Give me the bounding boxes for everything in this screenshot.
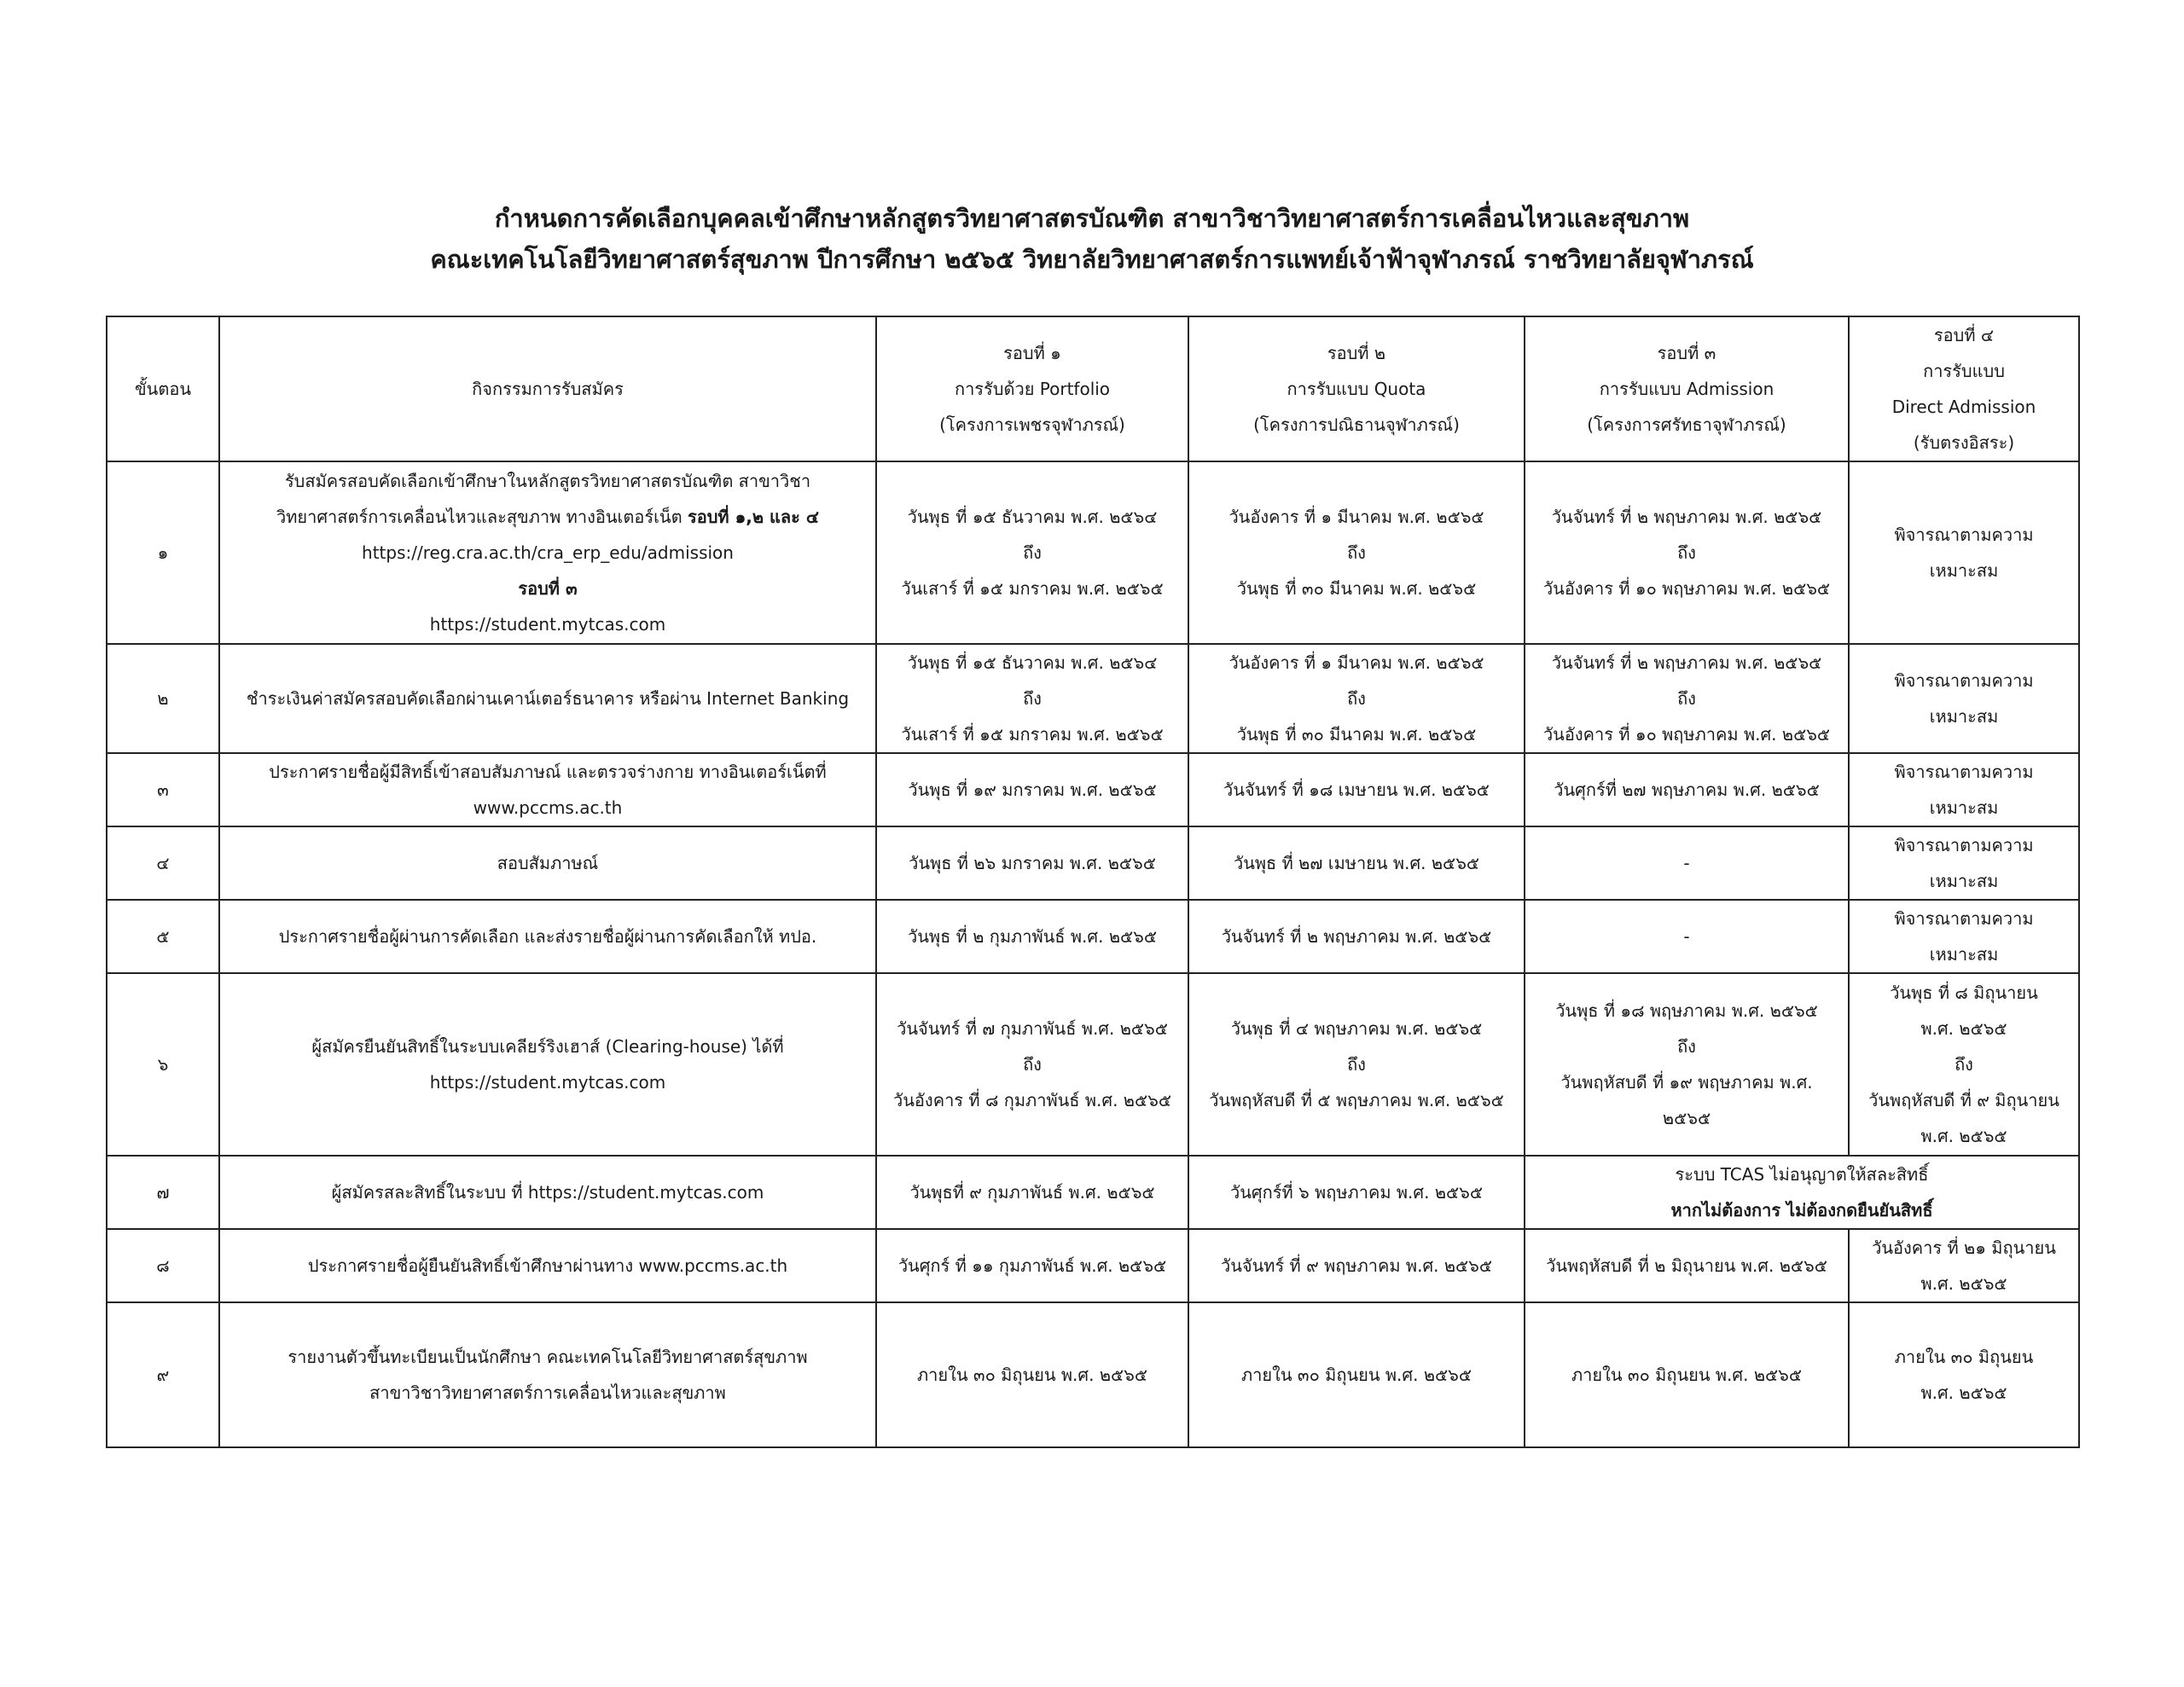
round-3-cell: วันพฤหัสบดี ที่ ๒ มิถุนายน พ.ศ. ๒๕๖๕ bbox=[1525, 1229, 1849, 1302]
round-3-cell: - bbox=[1525, 826, 1849, 900]
title-line-1: กำหนดการคัดเลือกบุคคลเข้าศึกษาหลักสูตรวิทยาศาสตรบัณฑิต สาขาวิชาวิทยาศาสตร์การเคลื่อนไหวและสุขภาพ bbox=[494, 204, 1690, 233]
round-3-cell: วันศุกร์ที่ ๒๗ พฤษภาคม พ.ศ. ๒๕๖๕ bbox=[1525, 753, 1849, 826]
round-1-cell: วันพุธ ที่ ๑๙ มกราคม พ.ศ. ๒๕๖๕ bbox=[876, 753, 1188, 826]
step-cell: ๗ bbox=[107, 1156, 219, 1229]
round-1-cell: วันจันทร์ ที่ ๗ กุมภาพันธ์ พ.ศ. ๒๕๖๕ ถึง วันอังคาร ที่ ๘ กุมภาพันธ์ พ.ศ. ๒๕๖๕ bbox=[876, 973, 1188, 1156]
round-3-4-merged-cell: ระบบ TCAS ไม่อนุญาตให้สละสิทธิ์ หากไม่ต้องการ ไม่ต้องกดยืนยันสิทธิ์ bbox=[1525, 1156, 2079, 1229]
step-cell: ๖ bbox=[107, 973, 219, 1156]
activity-cell: ประกาศรายชื่อผู้ผ่านการคัดเลือก และส่งรายชื่อผู้ผ่านการคัดเลือกให้ ทปอ. bbox=[219, 900, 876, 973]
document-title bbox=[0, 198, 2184, 280]
round-1-cell: ภายใน ๓๐ มิถุนยน พ.ศ. ๒๕๖๕ bbox=[876, 1302, 1188, 1447]
round-2-cell: วันพุธ ที่ ๔ พฤษภาคม พ.ศ. ๒๕๖๕ ถึง วันพฤหัสบดี ที่ ๕ พฤษภาคม พ.ศ. ๒๕๖๕ bbox=[1188, 973, 1525, 1156]
round-2-cell: วันพุธ ที่ ๒๗ เมษายน พ.ศ. ๒๕๖๕ bbox=[1188, 826, 1525, 900]
round-1-cell: วันศุกร์ ที่ ๑๑ กุมภาพันธ์ พ.ศ. ๒๕๖๕ bbox=[876, 1229, 1188, 1302]
activity-cell: รับสมัครสอบคัดเลือกเข้าศึกษาในหลักสูตรวิทยาศาสตรบัณฑิต สาขาวิชา วิทยาศาสตร์การเคลื่อนไหวและสุขภาพ ทางอินเตอร์เน็ต รอบที่ ๑,๒ และ ๔ https://reg.cra.ac.th/cra_erp_edu/admission รอบที่ ๓ https://student.mytcas.com bbox=[219, 461, 876, 644]
activity-cell: ผู้สมัครยืนยันสิทธิ์ในระบบเคลียร์ริงเฮาส์ (Clearing-house) ได้ที่ https://student.mytcas.com bbox=[219, 973, 876, 1156]
header-round-3: รอบที่ ๓ การรับแบบ Admission (โครงการศรัทธาจุฬาภรณ์) bbox=[1525, 316, 1849, 461]
round-2-cell: ภายใน ๓๐ มิถุนยน พ.ศ. ๒๕๖๕ bbox=[1188, 1302, 1525, 1447]
table-row bbox=[107, 826, 2079, 900]
header-row bbox=[107, 316, 2079, 461]
activity-cell: ประกาศรายชื่อผู้ยืนยันสิทธิ์เข้าศึกษาผ่านทาง www.pccms.ac.th bbox=[219, 1229, 876, 1302]
round-4-cell: พิจารณาตามความ เหมาะสม bbox=[1849, 753, 2079, 826]
table-row bbox=[107, 1156, 2079, 1229]
table-row bbox=[107, 973, 2079, 1156]
activity-cell: ประกาศรายชื่อผู้มีสิทธิ์เข้าสอบสัมภาษณ์ และตรวจร่างกาย ทางอินเตอร์เน็ตที่ www.pccms.ac.th bbox=[219, 753, 876, 826]
step-cell: ๙ bbox=[107, 1302, 219, 1447]
round-4-cell: พิจารณาตามความ เหมาะสม bbox=[1849, 826, 2079, 900]
table-row bbox=[107, 1229, 2079, 1302]
header-round-4: รอบที่ ๔ การรับแบบ Direct Admission (รับตรงอิสระ) bbox=[1849, 316, 2079, 461]
step-cell: ๔ bbox=[107, 826, 219, 900]
round-3-cell: วันจันทร์ ที่ ๒ พฤษภาคม พ.ศ. ๒๕๖๕ ถึง วันอังคาร ที่ ๑๐ พฤษภาคม พ.ศ. ๒๕๖๕ bbox=[1525, 644, 1849, 753]
header-round-2: รอบที่ ๒ การรับแบบ Quota (โครงการปณิธานจุฬาภรณ์) bbox=[1188, 316, 1525, 461]
round-1-cell: วันพุธ ที่ ๒ กุมภาพันธ์ พ.ศ. ๒๕๖๕ bbox=[876, 900, 1188, 973]
round-1-cell: วันพุธที่ ๙ กุมภาพันธ์ พ.ศ. ๒๕๖๕ bbox=[876, 1156, 1188, 1229]
step-cell: ๓ bbox=[107, 753, 219, 826]
step-cell: ๒ bbox=[107, 644, 219, 753]
round-3-cell: วันจันทร์ ที่ ๒ พฤษภาคม พ.ศ. ๒๕๖๕ ถึง วันอังคาร ที่ ๑๐ พฤษภาคม พ.ศ. ๒๕๖๕ bbox=[1525, 461, 1849, 644]
table-row bbox=[107, 1302, 2079, 1447]
step-cell: ๘ bbox=[107, 1229, 219, 1302]
round-4-cell: ภายใน ๓๐ มิถุนยน พ.ศ. ๒๕๖๕ bbox=[1849, 1302, 2079, 1447]
table-row bbox=[107, 644, 2079, 753]
round-4-cell: วันอังคาร ที่ ๒๑ มิถุนายน พ.ศ. ๒๕๖๕ bbox=[1849, 1229, 2079, 1302]
activity-cell: รายงานตัวขึ้นทะเบียนเป็นนักศึกษา คณะเทคโนโลยีวิทยาศาสตร์สุขภาพ สาขาวิชาวิทยาศาสตร์การเคลื่อนไหวและสุขภาพ bbox=[219, 1302, 876, 1447]
round-2-cell: วันจันทร์ ที่ ๑๘ เมษายน พ.ศ. ๒๕๖๕ bbox=[1188, 753, 1525, 826]
header-step: ขั้นตอน bbox=[107, 316, 219, 461]
header-activity: กิจกรรมการรับสมัคร bbox=[219, 316, 876, 461]
table-row bbox=[107, 900, 2079, 973]
title-line-2: คณะเทคโนโลยีวิทยาศาสตร์สุขภาพ ปีการศึกษา ๒๕๖๕ วิทยาลัยวิทยาศาสตร์การแพทย์เจ้าฟ้าจุฬาภรณ์ ราชวิทยาลัยจุฬาภรณ์ bbox=[430, 245, 1754, 274]
round-1-cell: วันพุธ ที่ ๑๕ ธันวาคม พ.ศ. ๒๕๖๔ ถึง วันเสาร์ ที่ ๑๕ มกราคม พ.ศ. ๒๕๖๕ bbox=[876, 461, 1188, 644]
step-cell: ๕ bbox=[107, 900, 219, 973]
table-row bbox=[107, 753, 2079, 826]
table-row bbox=[107, 461, 2079, 644]
round-1-cell: วันพุธ ที่ ๒๖ มกราคม พ.ศ. ๒๕๖๕ bbox=[876, 826, 1188, 900]
header-round-1: รอบที่ ๑ การรับด้วย Portfolio (โครงการเพชรจุฬาภรณ์) bbox=[876, 316, 1188, 461]
schedule-table bbox=[106, 316, 2080, 1448]
step-cell: ๑ bbox=[107, 461, 219, 644]
round-4-cell: พิจารณาตามความ เหมาะสม bbox=[1849, 900, 2079, 973]
round-3-cell: ภายใน ๓๐ มิถุนยน พ.ศ. ๒๕๖๕ bbox=[1525, 1302, 1849, 1447]
activity-cell: สอบสัมภาษณ์ bbox=[219, 826, 876, 900]
round-2-cell: วันจันทร์ ที่ ๙ พฤษภาคม พ.ศ. ๒๕๖๕ bbox=[1188, 1229, 1525, 1302]
round-2-cell: วันอังคาร ที่ ๑ มีนาคม พ.ศ. ๒๕๖๕ ถึง วันพุธ ที่ ๓๐ มีนาคม พ.ศ. ๒๕๖๕ bbox=[1188, 644, 1525, 753]
round-3-cell: - bbox=[1525, 900, 1849, 973]
round-2-cell: วันศุกร์ที่ ๖ พฤษภาคม พ.ศ. ๒๕๖๕ bbox=[1188, 1156, 1525, 1229]
round-3-cell: วันพุธ ที่ ๑๘ พฤษภาคม พ.ศ. ๒๕๖๕ ถึง วันพฤหัสบดี ที่ ๑๙ พฤษภาคม พ.ศ. ๒๕๖๕ bbox=[1525, 973, 1849, 1156]
round-1-cell: วันพุธ ที่ ๑๕ ธันวาคม พ.ศ. ๒๕๖๔ ถึง วันเสาร์ ที่ ๑๕ มกราคม พ.ศ. ๒๕๖๕ bbox=[876, 644, 1188, 753]
round-2-cell: วันจันทร์ ที่ ๒ พฤษภาคม พ.ศ. ๒๕๖๕ bbox=[1188, 900, 1525, 973]
activity-cell: ชำระเงินค่าสมัครสอบคัดเลือกผ่านเคาน์เตอร์ธนาคาร หรือผ่าน Internet Banking bbox=[219, 644, 876, 753]
round-4-cell: วันพุธ ที่ ๘ มิถุนายน พ.ศ. ๒๕๖๕ ถึง วันพฤหัสบดี ที่ ๙ มิถุนายน พ.ศ. ๒๕๖๕ bbox=[1849, 973, 2079, 1156]
activity-cell: ผู้สมัครสละสิทธิ์ในระบบ ที่ https://student.mytcas.com bbox=[219, 1156, 876, 1229]
round-2-cell: วันอังคาร ที่ ๑ มีนาคม พ.ศ. ๒๕๖๕ ถึง วันพุธ ที่ ๓๐ มีนาคม พ.ศ. ๒๕๖๕ bbox=[1188, 461, 1525, 644]
round-4-cell: พิจารณาตามความ เหมาะสม bbox=[1849, 461, 2079, 644]
round-4-cell: พิจารณาตามความ เหมาะสม bbox=[1849, 644, 2079, 753]
